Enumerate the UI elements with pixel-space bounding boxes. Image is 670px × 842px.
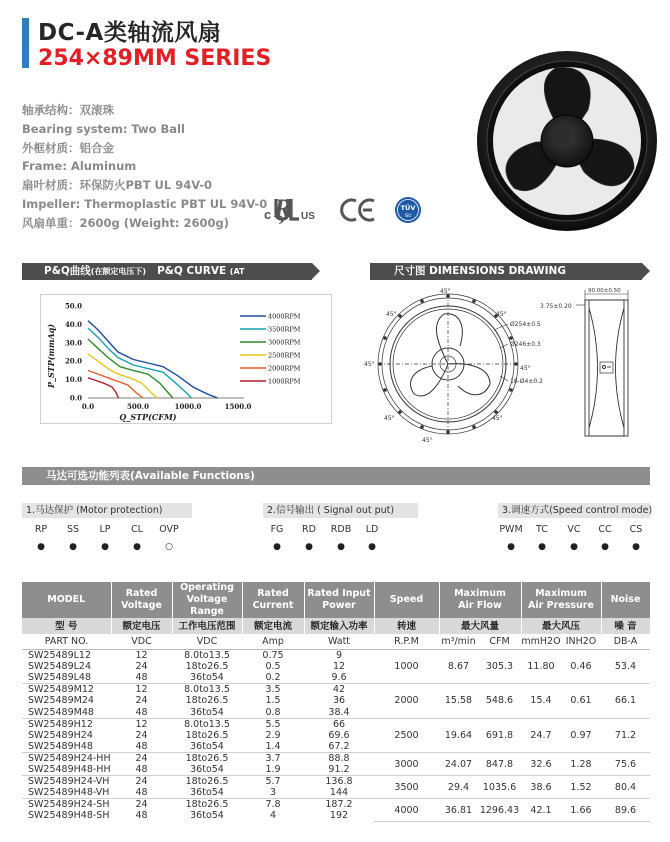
cell-noise: 80.4 [601, 776, 650, 799]
cell-watt: 42 [304, 684, 374, 696]
cell-amp: 4 [269, 810, 277, 822]
function-mark: ● [69, 542, 77, 552]
function-code: RD [302, 524, 316, 535]
header-line: Operating [180, 582, 234, 593]
dimensions-drawing [360, 284, 660, 446]
cell-watt: 69.6 [328, 729, 350, 741]
cell-range: 36to54 [190, 810, 224, 822]
function-mark: ○ [165, 542, 173, 552]
cell-m3: 19.64 [439, 718, 478, 753]
unit-cell: DB-A [601, 634, 650, 649]
col-header-rated-voltage [111, 582, 172, 618]
fan-photo [476, 50, 658, 232]
cell-range: 36to54 [190, 787, 224, 798]
cell-model: SW25489H48 [28, 741, 93, 752]
cell-mmh2o: 38.6 [521, 776, 561, 799]
x-tick-label: 1500.0 [224, 402, 252, 411]
cell-vdc: 48 [135, 706, 148, 718]
cell-vdc: 48 [135, 787, 148, 798]
cell-inh2o: 1.66 [561, 799, 601, 822]
cell-m3: 24.07 [439, 753, 478, 776]
cell-vdc: 12 [111, 718, 172, 730]
y-tick-label: 50.0 [64, 301, 82, 311]
cell-range: 36to54 [190, 672, 224, 683]
legend-label: 1000RPM [268, 377, 301, 386]
cell-model: SW25489H48-SH [28, 810, 110, 822]
dimensions-section-bar [370, 263, 642, 280]
tuv-sub: ISO [404, 213, 412, 218]
dim-inner-diameter: Ø246±0.3 [510, 341, 541, 348]
table-zh-header-row [22, 618, 650, 634]
cell-vdc: 24 [111, 799, 172, 811]
cell-model: SW25489L48 [28, 672, 92, 683]
cell-amp: 3.7 [242, 753, 304, 765]
y-tick-label: 0.0 [69, 393, 82, 403]
cell-model: SW25489M24 [28, 695, 94, 707]
spec-line: 扇叶材质：环保防火PBT UL 94V-0 [22, 178, 213, 193]
function-code: FG [270, 524, 284, 535]
ul-c-mark: c [264, 207, 272, 222]
function-mark: ● [368, 542, 376, 552]
cell-mmh2o: 15.4 [521, 684, 561, 719]
cell-speed: 4000 [374, 799, 439, 822]
spec-line: 外框材质：铝合金 [22, 140, 114, 155]
unit-cell: Watt [304, 634, 374, 649]
header-line: Voltage [121, 600, 162, 611]
tuv-logo [395, 197, 421, 223]
x-axis-label: Q_STP(CFM) [119, 412, 177, 422]
cell-vdc: 48 [135, 741, 148, 752]
spec-line: Frame: Aluminum [22, 159, 137, 174]
function-code: PWM [499, 524, 523, 535]
cell-cfm: 1296.43 [478, 799, 521, 822]
cell-speed: 1000 [374, 649, 439, 684]
table-unit-row [22, 634, 650, 649]
col-header-model: MODEL [22, 582, 111, 618]
y-axis-label: P_STP(mmAq) [46, 323, 56, 389]
dim-depth: 90.00±0.50 [588, 288, 621, 294]
unit-cell: VDC [111, 634, 172, 649]
legend-label: 4000RPM [268, 312, 301, 321]
function-code: CS [629, 524, 643, 535]
cell-cfm: 305.3 [478, 649, 521, 684]
unit-cell: INH2O [561, 634, 601, 649]
legend-label: 2500RPM [268, 351, 301, 360]
dim-outer-diameter: Ø254±0.5 [510, 321, 541, 328]
cell-noise: 89.6 [601, 799, 650, 822]
function-group-label-speed-control: 3.调速方式(Speed control mode) [498, 503, 650, 518]
function-mark: ● [101, 542, 109, 552]
certification-logos [262, 193, 432, 227]
cell-watt: 38.4 [328, 706, 350, 718]
function-mark: ● [507, 542, 515, 552]
cell-range: 36to54 [190, 764, 224, 775]
cell-amp: 1.9 [265, 764, 281, 775]
zh-header: 最大风压 [521, 618, 601, 634]
spec-line: Bearing system: Two Ball [22, 121, 185, 136]
zh-header: 最大风量 [439, 618, 521, 634]
table-row [22, 684, 650, 696]
cell-amp: 0.75 [242, 649, 304, 661]
cell-amp: 0.2 [265, 672, 281, 683]
cell-watt: 136.8 [304, 776, 374, 788]
zh-header: 型 号 [22, 618, 111, 634]
pq-title-en-note: (AT RATEDVOLTAGE) [44, 267, 245, 293]
header-line: Current [252, 600, 294, 611]
cell-noise: 53.4 [601, 649, 650, 684]
legend-label: 3000RPM [268, 338, 301, 347]
cell-cfm: 548.6 [478, 684, 521, 719]
cell-watt: 67.2 [328, 741, 350, 752]
cell-range: 18to26.5 [185, 660, 229, 672]
header-line: Maximum [535, 588, 587, 599]
cell-watt: 144 [329, 787, 349, 798]
y-tick-label: 20.0 [64, 356, 82, 366]
unit-cell: VDC [172, 634, 242, 649]
col-header-speed: Speed [374, 582, 439, 618]
function-mark: ● [601, 542, 609, 552]
table-row [22, 718, 650, 730]
cell-range: 8.0to13.5 [172, 649, 242, 661]
cell-inh2o: 0.97 [561, 718, 601, 753]
specifications-table [22, 582, 651, 822]
ul-us-mark: US [301, 211, 315, 222]
unit-cell: R.P.M [374, 634, 439, 649]
ce-mark-icon [342, 200, 374, 220]
cell-model: SW25489H24-VH [22, 776, 111, 788]
function-mark: ● [305, 542, 313, 552]
cell-range: 8.0to13.5 [172, 684, 242, 696]
cell-amp: 0.8 [265, 706, 281, 718]
cell-model: SW25489H48-HH [28, 764, 111, 775]
page-title: DC-A类轴流风扇 [38, 20, 222, 46]
cell-noise: 75.6 [601, 753, 650, 776]
cell-noise: 71.2 [601, 718, 650, 753]
cell-watt: 91.2 [328, 764, 350, 775]
spec-line: Impeller: Thermoplastic PBT UL 94V-0 [22, 196, 268, 211]
cell-noise: 66.1 [601, 684, 650, 719]
unit-cell: mmH2O [521, 634, 561, 649]
cell-vdc: 24 [111, 776, 172, 788]
cell-watt: 9 [304, 649, 374, 661]
angle-label-left: 45° [364, 361, 375, 368]
cell-amp: 5.7 [242, 776, 304, 788]
cell-range: 18to26.5 [185, 729, 229, 741]
zh-header: 噪 音 [601, 618, 650, 634]
angle-label-right: 45° [520, 365, 531, 372]
col-header-rated-current [242, 582, 304, 618]
header-line: Power [322, 600, 356, 611]
cell-model: SW25489L24 [28, 660, 92, 672]
cell-amp: 1.5 [265, 695, 281, 707]
cell-amp: 3 [269, 787, 277, 798]
x-tick-label: 1000.0 [174, 402, 202, 411]
cell-amp: 0.5 [265, 660, 281, 672]
cell-watt: 12 [332, 660, 346, 672]
table-row [22, 753, 650, 765]
zh-header: 额定输入功率 [304, 618, 374, 634]
pq-title-zh: P&Q曲线 [44, 265, 91, 277]
cell-model: SW25489M12 [22, 684, 111, 696]
cell-mmh2o: 32.6 [521, 753, 561, 776]
cell-model: SW25489H24-SH [22, 799, 111, 811]
y-tick-label: 30.0 [64, 338, 82, 348]
cell-m3: 15.58 [439, 684, 478, 719]
zh-header: 转速 [374, 618, 439, 634]
cell-model: SW25489H24 [28, 729, 93, 741]
title-accent-bar [22, 18, 29, 68]
ul-logo [264, 194, 315, 224]
cell-range: 8.0to13.5 [172, 718, 242, 730]
cell-vdc: 24 [135, 695, 148, 707]
header-line: Voltage Range [186, 594, 228, 617]
cell-m3: 36.81 [439, 799, 478, 822]
function-mark: ● [273, 542, 281, 552]
cell-mmh2o: 42.1 [521, 799, 561, 822]
cell-vdc: 48 [135, 810, 148, 822]
cell-vdc: 24 [135, 660, 148, 672]
angle-label-bl: 45° [384, 415, 395, 422]
cell-inh2o: 1.28 [561, 753, 601, 776]
cell-cfm: 691.8 [478, 718, 521, 753]
cell-watt: 187.2 [304, 799, 374, 811]
cell-cfm: 1035.6 [478, 776, 521, 799]
cell-vdc: 12 [111, 649, 172, 661]
spec-list [22, 101, 267, 233]
header-line: Rated [257, 588, 289, 599]
tuv-text: TÜV [400, 204, 416, 212]
function-mark: ● [133, 542, 141, 552]
table-row [22, 799, 650, 811]
x-tick-label: 0.0 [81, 402, 95, 411]
cell-watt: 88.8 [304, 753, 374, 765]
functions-section-bar: 马达可选功能列表(Available Functions) [22, 467, 650, 485]
header-line: Air Flow [458, 600, 502, 611]
unit-cell: m³/min [439, 634, 478, 649]
unit-cell: PART NO. [22, 634, 111, 649]
dim-flange-thickness: 3.75±0.20 [540, 303, 572, 310]
col-header-rated-power [304, 582, 374, 618]
function-mark: ● [538, 542, 546, 552]
legend-label: 3500RPM [268, 325, 301, 334]
cell-amp: 5.5 [242, 718, 304, 730]
y-tick-label: 10.0 [64, 375, 82, 385]
dim-hole-spec: 16-Ø4±0.2 [510, 378, 543, 385]
x-tick-label: 500.0 [127, 402, 149, 411]
cell-mmh2o: 11.80 [521, 649, 561, 684]
header-line: Maximum [454, 588, 506, 599]
cell-model: SW25489M48 [28, 706, 94, 718]
cell-range: 18to26.5 [185, 695, 229, 707]
cell-speed: 2000 [374, 684, 439, 719]
cell-range: 18to26.5 [172, 776, 242, 788]
function-mark: ● [337, 542, 345, 552]
dimensions-title: 尺寸图 DIMENSIONS DRAWING [394, 265, 566, 277]
function-code: LP [99, 524, 111, 535]
cell-watt: 9.6 [331, 672, 347, 683]
angle-label-br: 45° [492, 415, 503, 422]
function-group-label-signal-output: 2.信号输出 ( Signal out put) [263, 503, 418, 518]
cell-amp: 2.9 [265, 729, 281, 741]
zh-header: 额定电压 [111, 618, 172, 634]
pq-curve-section-bar [22, 263, 312, 293]
table-header-row [22, 582, 650, 618]
cell-mmh2o: 24.7 [521, 718, 561, 753]
cell-model: SW25489H12 [22, 718, 111, 730]
cell-watt: 36 [332, 695, 346, 707]
cell-amp: 1.4 [265, 741, 281, 752]
function-group-label-motor-protection: 1.马达保护 (Motor protection) [22, 503, 192, 518]
cell-amp: 7.8 [242, 799, 304, 811]
header-line: Rated [125, 588, 158, 599]
cell-speed: 2500 [374, 718, 439, 753]
unit-cell: Amp [242, 634, 304, 649]
spec-line: 风扇单重：2600g (Weight: 2600g) [22, 215, 230, 230]
cell-m3: 8.67 [439, 649, 478, 684]
cell-speed: 3500 [374, 776, 439, 799]
function-mark: ● [632, 542, 640, 552]
function-code: OVP [159, 524, 179, 535]
function-code: VC [567, 524, 581, 535]
function-code: CC [598, 524, 612, 535]
table-row [22, 776, 650, 788]
cell-amp: 3.5 [242, 684, 304, 696]
cell-vdc: 48 [135, 672, 148, 683]
function-code: TC [536, 524, 548, 535]
cell-cfm: 847.8 [478, 753, 521, 776]
cell-m3: 29.4 [439, 776, 478, 799]
pq-curve-chart [40, 294, 332, 424]
pq-title-note: (在额定电压下) [90, 267, 147, 276]
svg-text:Ŗ: Ŗ [274, 194, 292, 223]
header-line: Rated Input [307, 588, 371, 599]
cell-inh2o: 0.61 [561, 684, 601, 719]
angle-label-tr: 45° [496, 311, 507, 318]
cell-range: 36to54 [190, 741, 224, 752]
cell-model: SW25489H24-HH [22, 753, 111, 765]
col-header-noise: Noise [601, 582, 650, 618]
cell-inh2o: 0.46 [561, 649, 601, 684]
specifications-table-body [22, 649, 650, 822]
cell-vdc: 24 [111, 753, 172, 765]
unit-cell: CFM [478, 634, 521, 649]
function-code: RDB [330, 524, 352, 535]
header-line: Air Pressure [528, 600, 594, 611]
angle-label-top: 45° [440, 288, 451, 295]
legend-label: 2000RPM [268, 364, 301, 373]
angle-label-tl: 45° [386, 311, 397, 318]
pq-title-en: P&Q CURVE [157, 265, 227, 277]
series-title: 254×89MM SERIES [38, 46, 272, 71]
cell-range: 18to26.5 [172, 753, 242, 765]
cell-speed: 3000 [374, 753, 439, 776]
col-header-max-air-pressure [521, 582, 601, 618]
zh-header: 额定电流 [242, 618, 304, 634]
y-tick-label: 40.0 [64, 319, 82, 329]
function-code: SS [66, 524, 80, 535]
cell-watt: 66 [304, 718, 374, 730]
cell-vdc: 48 [135, 764, 148, 775]
cell-vdc: 24 [135, 729, 148, 741]
cell-range: 18to26.5 [172, 799, 242, 811]
cell-model: SW25489H48-VH [28, 787, 110, 798]
zh-header: 工作电压范围 [172, 618, 242, 634]
side-view [585, 300, 628, 436]
cell-inh2o: 1.52 [561, 776, 601, 799]
function-mark: ● [37, 542, 45, 552]
cell-watt: 192 [329, 810, 349, 822]
col-header-max-air-flow [439, 582, 521, 618]
function-code: LD [365, 524, 379, 535]
cell-vdc: 12 [111, 684, 172, 696]
angle-label-bottom: 45° [422, 437, 433, 444]
function-code: RP [34, 524, 48, 535]
table-row [22, 649, 650, 661]
function-mark: ● [570, 542, 578, 552]
cell-range: 36to54 [190, 706, 224, 718]
spec-line: 轴承结构：双滚珠 [22, 103, 114, 117]
col-header-operating-range [172, 582, 242, 618]
function-code: CL [131, 524, 143, 535]
cell-model: SW25489L12 [22, 649, 111, 661]
